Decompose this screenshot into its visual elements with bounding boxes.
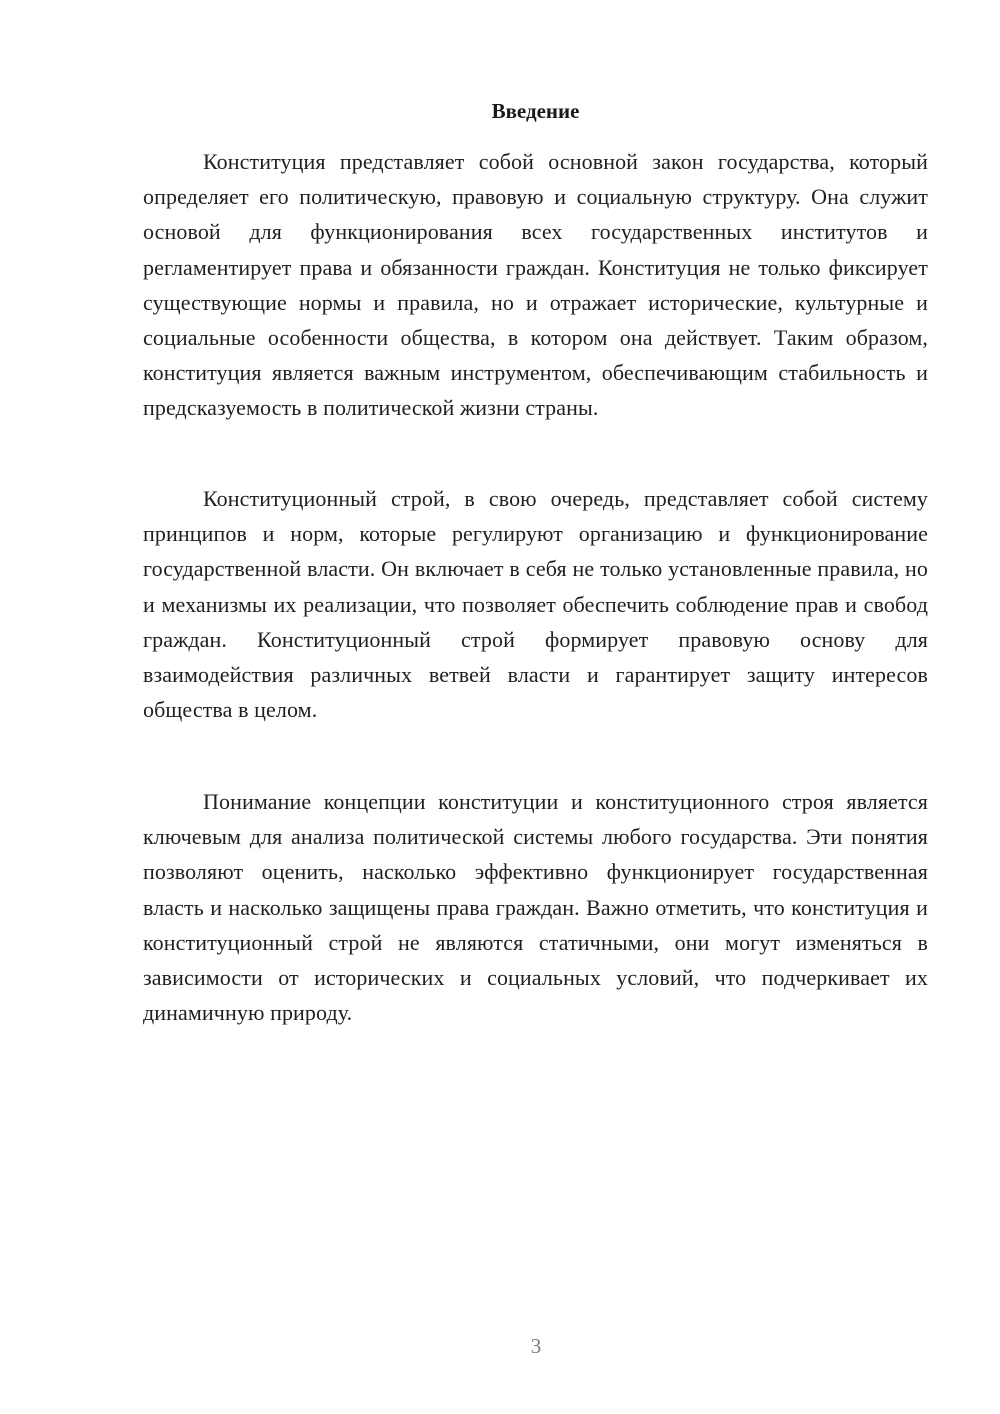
section-heading: Введение bbox=[491, 99, 580, 123]
paragraph-2: Конституционный строй, в свою очередь, представляет собой систему принципов и норм, которые регулируют организацию и функционирование государственной власти. Он включает в себя не только установленные правила, но и механизмы их реализации, что позволяет обеспечить соблюдение прав и свобод граждан. Конституционный строй формирует правовую основу для взаимодействия различных ветвей власти и гарантирует защиту интересов общества в целом. bbox=[143, 486, 928, 723]
page-number: 3 bbox=[530, 1334, 542, 1358]
paragraph-3: Понимание концепции конституции и конституционного строя является ключевым для анализа политической системы любого государства. Эти понятия позволяют оценить, насколько эффективно функционирует государственная власть и насколько защищены права граждан. Важно отметить, что конституция и конституционный строй не являются статичными, они могут изменяться в зависимости от исторических и социальных условий, что подчеркивает их динамичную природу. bbox=[143, 789, 928, 1026]
paragraph-1: Конституция представляет собой основной закон государства, который определяет его политическую, правовую и социальную структуру. Она служит основой для функционирования всех государственных институтов и регламентирует права и обязанности граждан. Конституция не только фиксирует существующие нормы и правила, но и отражает исторические, культурные и социальные особенности общества, в котором она действует. Таким образом, конституция является важным инструментом, обеспечивающим стабильность и предсказуемость в политической жизни страны. bbox=[143, 149, 928, 421]
